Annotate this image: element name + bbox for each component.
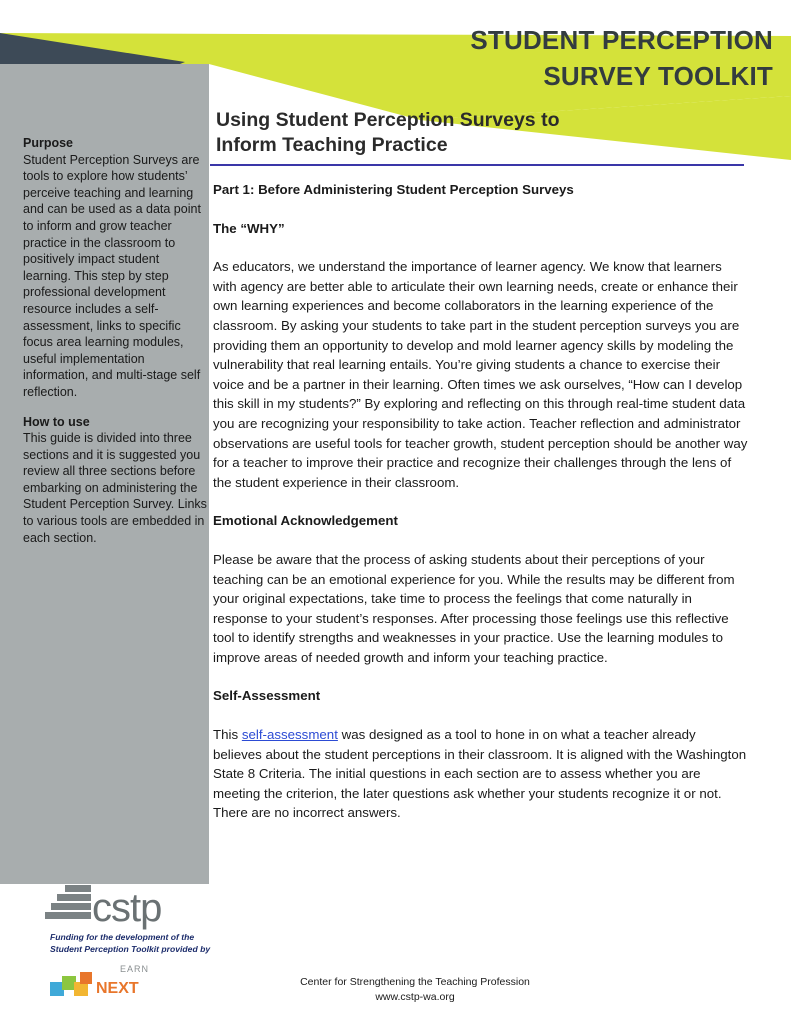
toolkit-title [470,22,773,94]
selfassess-pre: This [213,727,242,743]
purpose-text: Student Perception Surveys are tools to explore how students’ perceive teaching and learning and can be used as a data point to inform and grow teacher practice in the classroom to positively impact student learning. This step by step professional development resource includes a self-assessment, links to specific focus area learning modules, useful implementation information, and multi-stage self reflection. [23,152,201,399]
sidebar-text [23,135,207,559]
purpose-heading: Purpose [23,136,74,150]
emotional-text: Please be aware that the process of asking students about their perceptions of your teaching can be an emotional experience for you. While the results may be different from your original expectations, take time to process the feelings that come naturally in response to your student’s responses. After processing those feelings use this reflective tool to identify strengths and weaknesses in your practice. Use the learning modules to improve areas of needed growth and inform your teaching practice. [213,551,735,665]
page-title-line1: Using Student Perception Surveys to [216,109,560,131]
main-content [213,180,748,842]
toolkit-title-line2: SURVEY TOOLKIT [543,61,773,91]
earn-next-cubes-icon [50,972,96,998]
part-heading: Part 1: Before Administering Student Perception Surveys [213,182,574,197]
toolkit-title-line1: STUDENT PERCEPTION [470,25,773,55]
next-logo-text: NEXT [96,980,139,997]
why-heading: The “WHY” [213,220,285,236]
why-text: As educators, we understand the importance of learner agency. We know that learners with agency are better able to articulate their own learning needs, create or enhance their own learning experiences and become collaborators in the learning experience of the classroom. By asking your students to take part in the student perception surveys you are providing them an opportunity to develop and mold learner agency skills by modeling the vulnerability that real learning entails. You’re giving students a chance to exercise their voice and be a partner in their learning. Often times we ask ourselves, “How can I develop this skill in my students?” By exploring and reflecting on this through real-time student data you are recognizing your responsibility to take action. Teacher reflection and administrator observations are useful tools for teacher growth, student perception should be another way for a teacher to improve their practice and recognize their challenges through the lens of the student experience in their classroom. [213,259,748,490]
earn-logo-text: EARN [120,964,150,974]
self-assessment-link[interactable]: self-assessment [241,727,338,743]
selfassess-heading: Self-Assessment [213,688,321,704]
cstp-logo-text: cstp [92,886,162,930]
selfassess-post: was designed as a tool to hone in on what a teacher already believes about the student perceptions in their classroom. It is aligned with the Washington State 8 Criteria. The initial questions in each section are to assess whether you are meeting the criterion, the later questions ask whether your students recognize it or not. There are no incorrect answers. [213,727,747,821]
footer [240,975,590,1005]
footer-org: Center for Strengthening the Teaching Profession [300,976,530,988]
footer-url: www.cstp-wa.org [375,991,455,1003]
title-divider [210,164,744,166]
emotional-heading: Emotional Acknowledgement [213,513,398,529]
cstp-logo-icon [45,885,93,921]
howto-text: This guide is divided into three sections and it is suggested you review all three sections before embarking on administering the Student Perception Survey. Links to various tools are embedded in each section. [23,431,207,545]
funding-line2: Student Perception Toolkit provided by [50,943,211,954]
funding-note [50,932,240,955]
page-title [216,108,756,158]
selfassess-text [213,725,748,823]
funding-line1: Funding for the development of the [50,932,195,942]
page-title-line2: Inform Teaching Practice [216,134,448,156]
howto-heading: How to use [23,414,90,429]
